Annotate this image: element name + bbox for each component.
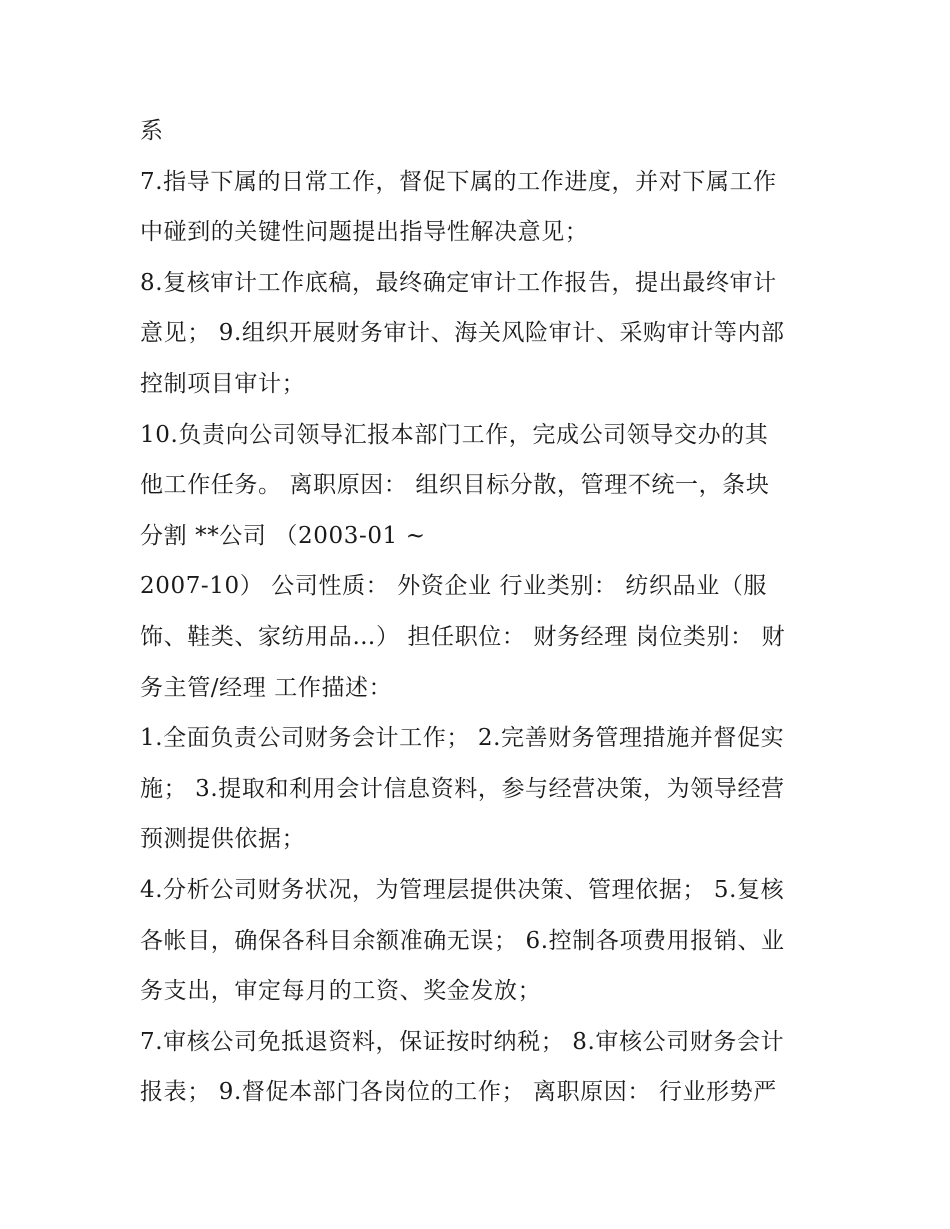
text-line: 意见； 9.组织开展财务审计、海关风险审计、采购审计等内部 [140, 320, 785, 347]
text-line: 中碰到的关键性问题提出指导性解决意见； [140, 219, 589, 246]
text-line: 7.指导下属的日常工作，督促下属的工作进度，并对下属工作 [140, 168, 777, 195]
text-line: 饰、鞋类、家纺用品…） 担任职位： 财务经理 岗位类别： 财 [140, 623, 786, 650]
text-line: 施； 3.提取和利用会计信息资料，参与经营决策，为领导经营 [140, 775, 785, 802]
text-line: 报表； 9.督促本部门各岗位的工作； 离职原因： 行业形势严 [140, 1079, 777, 1106]
text-line: 10.负责向公司领导汇报本部门工作，完成公司领导交办的其 [140, 421, 769, 448]
text-line: 4.分析公司财务状况，为管理层提供决策、管理依据； 5.复核 [140, 876, 785, 903]
text-line: 他工作任务。 离职原因： 组织目标分散，管理不统一，条块 [140, 472, 770, 499]
text-line: 控制项目审计； [140, 370, 306, 397]
text-line: 务主管/经理 工作描述： [140, 674, 393, 701]
text-line: 8.复核审计工作底稿，最终确定审计工作报告，提出最终审计 [140, 269, 777, 296]
text-line: 预测提供依据； [140, 826, 306, 853]
text-line: 1.全面负责公司财务会计工作； 2.完善财务管理措施并督促实 [140, 725, 785, 752]
text-line: 2007-10） 公司性质： 外资企业 行业类别： 纺织品业（服 [140, 573, 768, 600]
text-line: 务支出，审定每月的工资、奖金发放； [140, 978, 542, 1005]
text-line: 7.审核公司免抵退资料，保证按时纳税； 8.审核公司财务会计 [140, 1028, 785, 1055]
document-body [140, 106, 820, 1118]
text-line: 系 [140, 118, 164, 144]
text-line: 各帐目，确保各科目余额准确无误； 6.控制各项费用报销、业 [140, 927, 785, 954]
text-line: 分割 **公司 （2003-01 ~ [140, 522, 426, 549]
